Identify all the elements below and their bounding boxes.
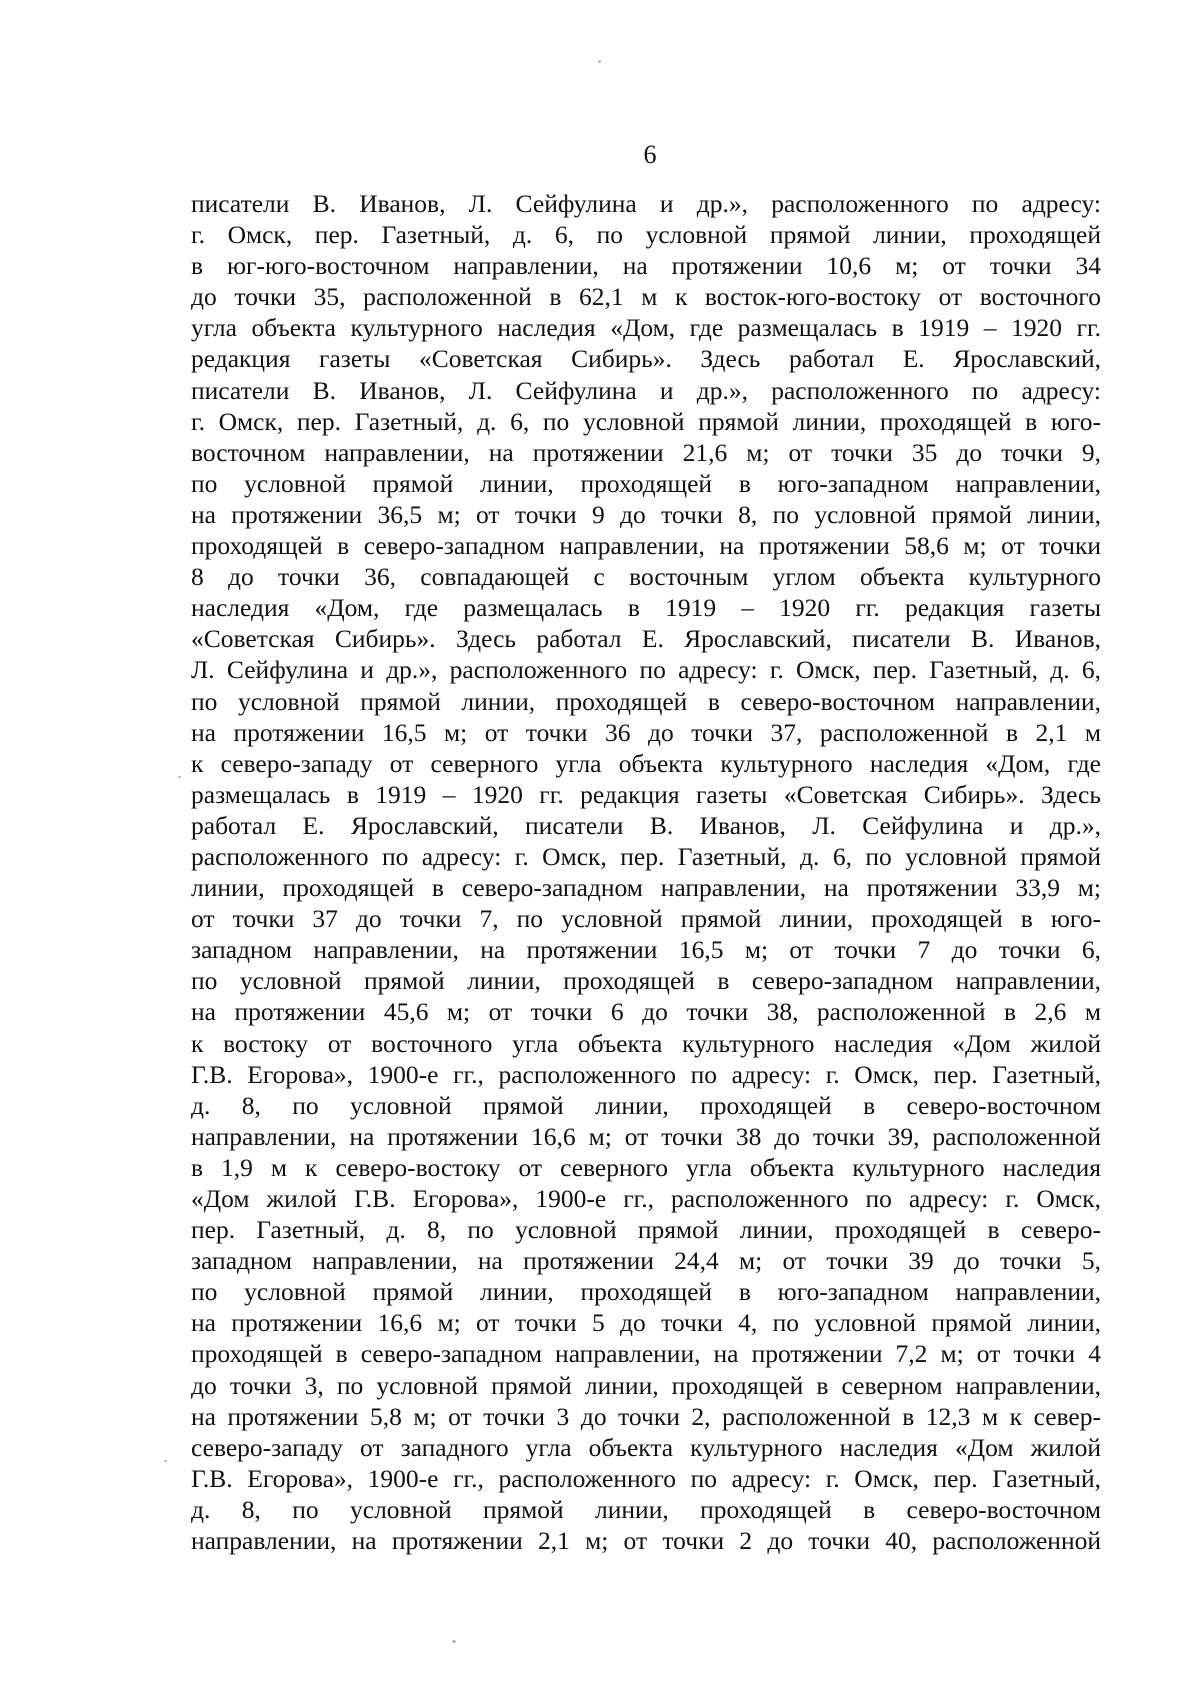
text-line: к востоку от восточного угла объекта культурного наследия «Дом жилой bbox=[191, 1028, 1101, 1058]
text-line: расположенного по адресу: г. Омск, пер. Газетный, д. 6, по условной прямой bbox=[191, 841, 1101, 871]
text-line: Г.В. Егорова», 1900-е гг., расположенного по адресу: г. Омск, пер. Газетный, bbox=[191, 1059, 1101, 1089]
text-line: на протяжении 16,6 м; от точки 5 до точки 4, по условной прямой линии, bbox=[191, 1308, 1101, 1338]
text-line: на протяжении 45,6 м; от точки 6 до точки 38, расположенной в 2,6 м bbox=[191, 997, 1101, 1027]
text-line: северо-западу от западного угла объекта культурного наследия «Дом жилой bbox=[191, 1432, 1101, 1462]
text-line: на протяжении 5,8 м; от точки 3 до точки 2, расположенной в 12,3 м к север- bbox=[191, 1401, 1101, 1431]
scan-speck bbox=[452, 1640, 456, 1643]
text-line: проходящей в северо-западном направлении, на протяжении 58,6 м; от точки bbox=[191, 531, 1101, 561]
text-line: линии, проходящей в северо-западном направлении, на протяжении 33,9 м; bbox=[191, 873, 1101, 903]
text-line: до точки 35, расположенной в 62,1 м к восток-юго-востоку от восточного bbox=[191, 282, 1101, 312]
text-line: от точки 37 до точки 7, по условной прямой линии, проходящей в юго- bbox=[191, 904, 1101, 934]
text-line: по условной прямой линии, проходящей в юго-западном направлении, bbox=[191, 468, 1101, 498]
text-line: проходящей в северо-западном направлении, на протяжении 7,2 м; от точки 4 bbox=[191, 1339, 1101, 1369]
text-line: по условной прямой линии, проходящей в северо-западном направлении, bbox=[191, 966, 1101, 996]
text-line: к северо-западу от северного угла объекта культурного наследия «Дом, где bbox=[191, 748, 1101, 778]
text-line: работал Е. Ярославский, писатели В. Иванов, Л. Сейфулина и др.», bbox=[191, 810, 1101, 840]
text-line: до точки 3, по условной прямой линии, проходящей в северном направлении, bbox=[191, 1370, 1101, 1400]
text-line: «Советская Сибирь». Здесь работал Е. Ярославский, писатели В. Иванов, bbox=[191, 624, 1101, 654]
text-line: д. 8, по условной прямой линии, проходящей в северо-восточном bbox=[191, 1494, 1101, 1524]
scan-speck bbox=[598, 60, 601, 63]
text-line: писатели В. Иванов, Л. Сейфулина и др.», расположенного по адресу: bbox=[191, 189, 1101, 218]
text-line: наследия «Дом, где размещалась в 1919 – 1920 гг. редакция газеты bbox=[191, 593, 1101, 623]
text-line: г. Омск, пер. Газетный, д. 6, по условной прямой линии, проходящей bbox=[191, 220, 1101, 250]
scan-speck bbox=[178, 776, 181, 778]
text-line: по условной прямой линии, проходящей в юго-западном направлении, bbox=[191, 1277, 1101, 1307]
scan-speck bbox=[164, 1460, 167, 1462]
text-line: восточном направлении, на протяжении 21,6 м; от точки 35 до точки 9, bbox=[191, 437, 1101, 467]
text-line: на протяжении 36,5 м; от точки 9 до точки 8, по условной прямой линии, bbox=[191, 499, 1101, 529]
text-line: «Дом жилой Г.В. Егорова», 1900-е гг., расположенного по адресу: г. Омск, bbox=[191, 1184, 1101, 1213]
text-line: Г.В. Егорова», 1900-е гг., расположенного по адресу: г. Омск, пер. Газетный, bbox=[191, 1463, 1101, 1493]
page-number: 6 bbox=[643, 140, 657, 169]
text-line: западном направлении, на протяжении 16,5 м; от точки 7 до точки 6, bbox=[191, 935, 1101, 965]
text-line: угла объекта культурного наследия «Дом, где размещалась в 1919 – 1920 гг. bbox=[191, 313, 1101, 343]
body-text bbox=[191, 188, 1101, 1556]
text-line: редакция газеты «Советская Сибирь». Здесь работал Е. Ярославский, bbox=[191, 344, 1101, 374]
text-line: писатели В. Иванов, Л. Сейфулина и др.», расположенного по адресу: bbox=[191, 375, 1101, 405]
text-line: западном направлении, на протяжении 24,4 м; от точки 39 до точки 5, bbox=[191, 1246, 1101, 1276]
text-line: пер. Газетный, д. 8, по условной прямой линии, проходящей в северо- bbox=[191, 1215, 1101, 1245]
text-line: Л. Сейфулина и др.», расположенного по адресу: г. Омск, пер. Газетный, д. 6, bbox=[191, 655, 1101, 685]
text-line: в 1,9 м к северо-востоку от северного угла объекта культурного наследия bbox=[191, 1152, 1101, 1182]
text-line: направлении, на протяжении 2,1 м; от точки 2 до точки 40, расположенной bbox=[191, 1526, 1101, 1556]
text-line: размещалась в 1919 – 1920 гг. редакция газеты «Советская Сибирь». Здесь bbox=[191, 779, 1101, 809]
text-line: 8 до точки 36, совпадающей с восточным углом объекта культурного bbox=[191, 562, 1101, 592]
text-line: в юг-юго-восточном направлении, на протяжении 10,6 м; от точки 34 bbox=[191, 251, 1101, 281]
text-line: д. 8, по условной прямой линии, проходящей в северо-восточном bbox=[191, 1090, 1101, 1120]
text-line: по условной прямой линии, проходящей в северо-восточном направлении, bbox=[191, 686, 1101, 716]
text-line: г. Омск, пер. Газетный, д. 6, по условной прямой линии, проходящей в юго- bbox=[191, 406, 1101, 436]
text-line: направлении, на протяжении 16,6 м; от точки 38 до точки 39, расположенной bbox=[191, 1121, 1101, 1151]
text-line: на протяжении 16,5 м; от точки 36 до точки 37, расположенной в 2,1 м bbox=[191, 717, 1101, 747]
